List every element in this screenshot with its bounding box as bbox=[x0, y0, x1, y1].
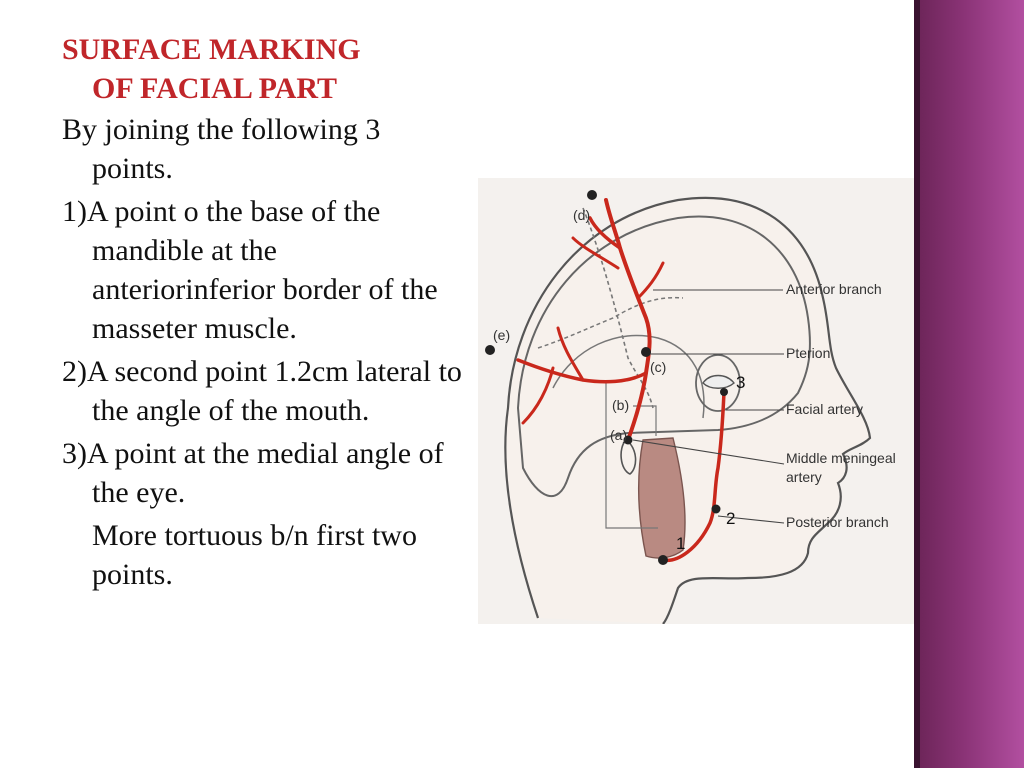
callout-anterior-branch: Anterior branch bbox=[786, 281, 882, 297]
label-a: (a) bbox=[610, 427, 628, 443]
number-2: 2 bbox=[726, 509, 736, 528]
callout-pterion: Pterion bbox=[786, 345, 831, 361]
point-1-paragraph: 1)A point o the base of the mandible at the anteriorinferior border of the masseter muscle. bbox=[62, 195, 438, 345]
point-2-marker bbox=[712, 505, 721, 514]
label-d: (d) bbox=[573, 207, 591, 223]
title-line-2: OF FACIAL PART bbox=[92, 72, 338, 105]
label-e: (e) bbox=[493, 327, 511, 343]
callout-facial-artery: Facial artery bbox=[786, 401, 864, 417]
decorative-sidebar bbox=[914, 0, 1024, 768]
intro-paragraph: By joining the following 3 points. bbox=[62, 113, 381, 185]
sidebar-edge bbox=[914, 0, 920, 768]
note-paragraph: More tortuous b/n first two points. bbox=[92, 519, 417, 591]
number-1: 1 bbox=[676, 534, 686, 553]
callout-posterior-branch: Posterior branch bbox=[786, 514, 889, 530]
number-3: 3 bbox=[736, 373, 746, 392]
point-1-marker bbox=[658, 555, 668, 565]
point-e bbox=[485, 345, 495, 355]
point-3-marker bbox=[720, 388, 728, 396]
title-line-1: SURFACE MARKING bbox=[62, 33, 361, 66]
callout-middle-meningeal: Middle meningeal bbox=[786, 450, 896, 466]
label-c: (c) bbox=[650, 359, 667, 375]
slide-title bbox=[62, 30, 462, 108]
head-diagram bbox=[478, 178, 914, 624]
point-c bbox=[641, 347, 651, 357]
point-3-paragraph: 3)A point at the medial angle of the eye. bbox=[62, 437, 444, 509]
head-artery-figure bbox=[478, 178, 914, 624]
slide-text bbox=[62, 30, 462, 598]
point-d bbox=[587, 190, 597, 200]
callout-artery: artery bbox=[786, 469, 822, 485]
label-b: (b) bbox=[612, 397, 630, 413]
point-2-paragraph: 2)A second point 1.2cm lateral to the angle of the mouth. bbox=[62, 355, 462, 427]
